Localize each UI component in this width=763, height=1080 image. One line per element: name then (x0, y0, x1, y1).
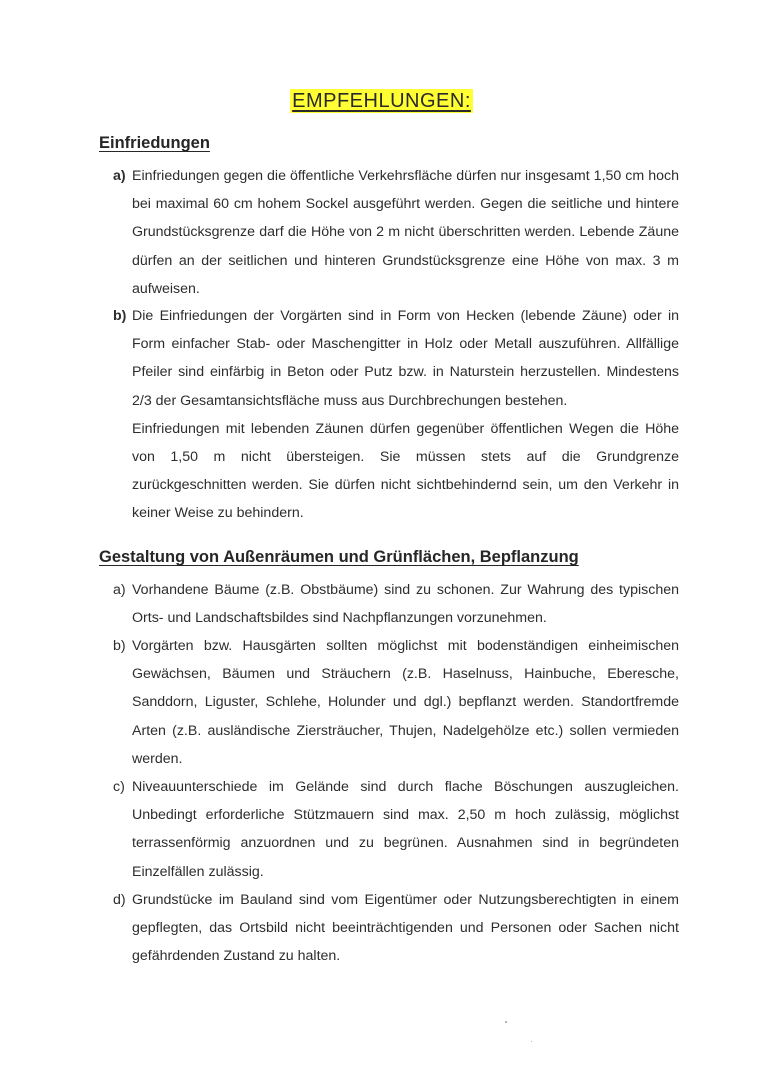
paragraph: Einfriedungen gegen die öffentliche Verkehrsfläche dürfen nur insgesamt 1,50 cm hoch bei maximal 60 cm hohem Sockel ausgeführt werden. Gegen die seitliche und hintere Grundstücksgrenze darf die Höhe von 2 m nicht überschritten werden. Lebende Zäune dürfen an der seitlichen und hinteren Grundstücksgrenze eine Höhe von max. 3 m aufweisen. (132, 168, 679, 297)
list-marker: d) (113, 892, 126, 908)
page-title-text: EMPFEHLUNGEN: (292, 90, 471, 112)
list-item-text (132, 576, 679, 632)
list-marker: a) (113, 582, 126, 598)
list-marker: a) (113, 168, 126, 184)
list-marker: c) (113, 779, 125, 795)
paragraph: Einfriedungen mit lebenden Zäunen dürfen gegenüber öffentlichen Wegen die Höhe von 1,50 m nicht übersteigen. Sie müssen stets auf die Grundgrenze zurückgeschnitten werden. Sie dürfen nicht sichtbehindernd sein, um den Verkehr in keiner Weise zu behindern. (132, 420, 679, 522)
scan-speck (531, 1041, 532, 1042)
list-item-gestaltung-d (113, 886, 679, 971)
paragraph: Vorhandene Bäume (z.B. Obstbäume) sind zu schonen. Zur Wahrung des typischen Orts- und Landschaftsbildes sind Nachpflanzungen vorzunehmen. (132, 582, 679, 627)
list-item-text (132, 886, 679, 971)
paragraph: Niveauunterschiede im Gelände sind durch flache Böschungen auszugleichen. Unbedingt erforderliche Stützmauern sind max. 2,50 m hoch zulässig, möglichst terrassenförmig anzuordnen und zu begrünen. Ausnahmen sind in begründeten Einzelfällen zulässig. (132, 779, 679, 880)
list-item-text (132, 162, 679, 303)
paragraph: Vorgärten bzw. Hausgärten sollten möglichst mit bodenständigen einheimischen Gewächsen, Bäumen und Sträuchern (z.B. Haselnuss, Hainbuche, Eberesche, Sanddorn, Liguster, Schlehe, Holunder und dgl.) bepflanzt werden. Standortfremde Arten (z.B. ausländische Ziersträucher, Thujen, Nadelgehölze etc.) sollen vermieden werden. (132, 638, 679, 767)
list-item-einfriedungen-a (113, 162, 679, 303)
section-heading-einfriedungen: Einfriedungen (99, 134, 210, 152)
list-marker: b) (113, 638, 126, 654)
paragraph: Die Einfriedungen der Vorgärten sind in Form von Hecken (lebende Zäune) oder in Form einfacher Stab- oder Maschengitter in Holz oder Metall auszuführen. Allfällige Pfeiler sind einfärbig in Beton oder Putz bzw. in Naturstein herzustellen. Mindestens 2/3 der Gesamtansichtsfläche muss aus Durchbrechungen bestehen. (132, 308, 679, 409)
paragraph: Grundstücke im Bauland sind vom Eigentümer oder Nutzungsberechtigten in einem gepflegten, das Ortsbild nicht beeinträchtigenden und Personen oder Sachen nicht gefährdenden Zustand zu halten. (132, 892, 679, 965)
list-marker: b) (113, 308, 127, 324)
section-heading-gestaltung: Gestaltung von Außenräumen und Grünflächen, Bepflanzung (99, 548, 579, 566)
list-item-gestaltung-a (113, 576, 679, 632)
list-item-gestaltung-b (113, 632, 679, 773)
scan-speck (505, 1021, 507, 1023)
list-item-einfriedungen-b (113, 302, 679, 528)
list-item-gestaltung-c (113, 773, 679, 886)
list-item-text (132, 773, 679, 886)
list-item-text (132, 632, 679, 773)
page-title (0, 90, 763, 113)
list-item-text (132, 302, 679, 528)
